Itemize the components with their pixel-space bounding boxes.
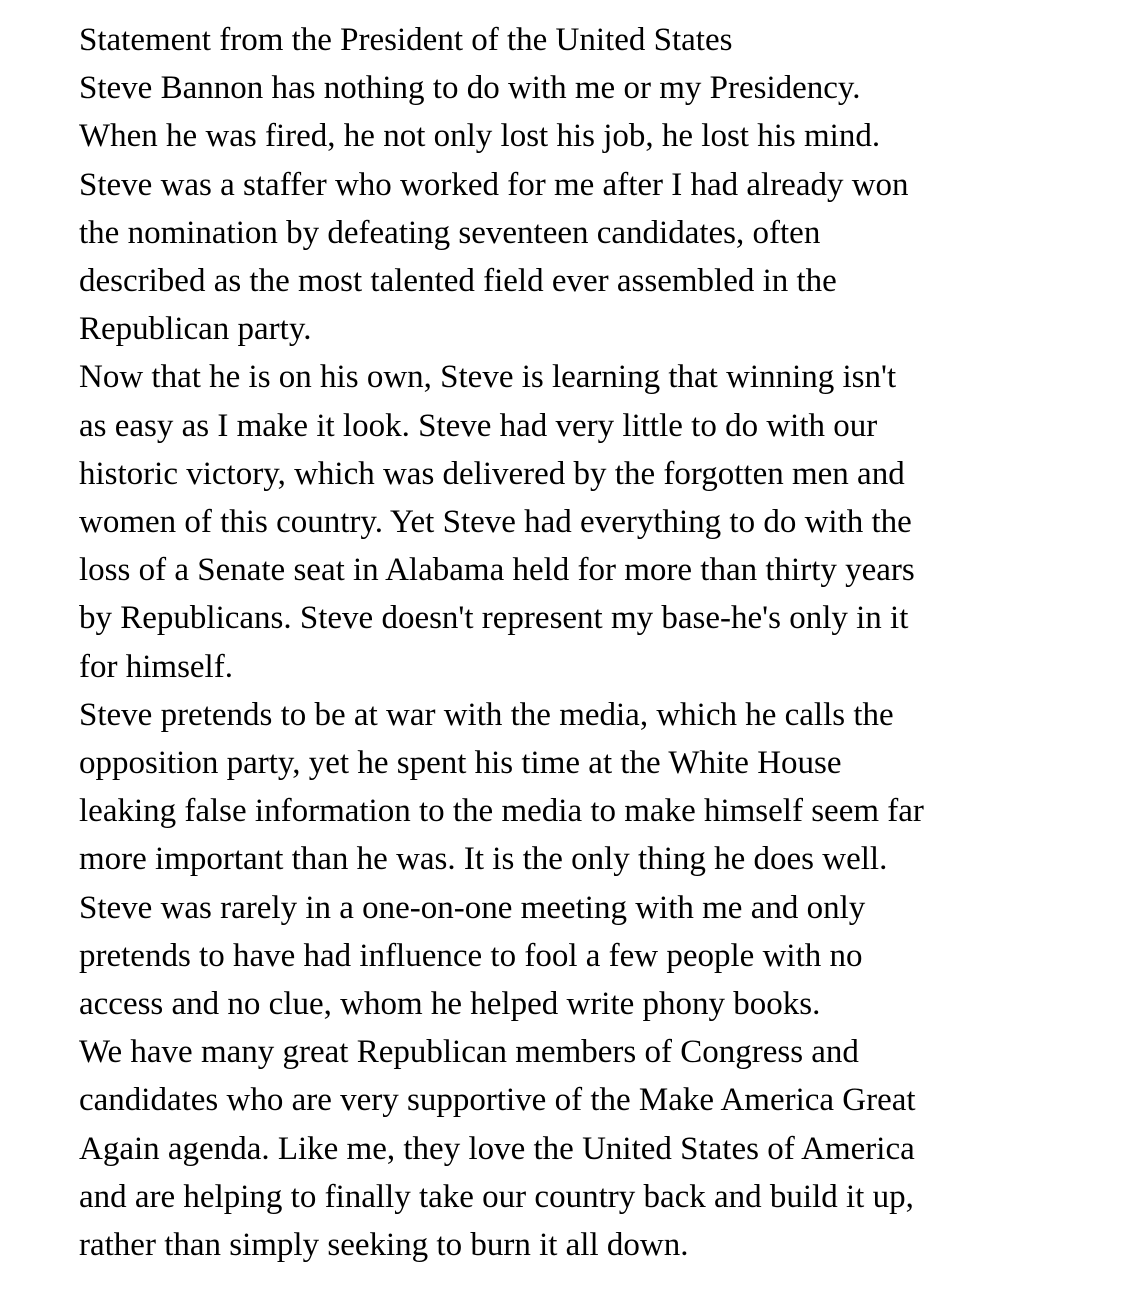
paragraph-line: women of this country. Yet Steve had everything to do with the	[79, 504, 912, 541]
paragraph-line: for himself.	[79, 648, 233, 685]
paragraph-line: opposition party, yet he spent his time at the White House	[79, 745, 842, 782]
statement-title: Statement from the President of the United States	[79, 22, 733, 58]
paragraph-line: candidates who are very supportive of the Make America Great	[79, 1082, 916, 1119]
paragraph-line: Republican party.	[79, 311, 312, 348]
paragraph-line: the nomination by defeating seventeen candidates, often	[79, 214, 821, 251]
paragraph-line: and are helping to finally take our country back and build it up,	[79, 1178, 914, 1215]
paragraph-line: Steve pretends to be at war with the media, which he calls the	[79, 696, 894, 733]
paragraph-line: Steve was rarely in a one-on-one meeting with me and only	[79, 889, 866, 926]
paragraph-line: more important than he was. It is the only thing he does well.	[79, 841, 888, 878]
paragraph-line: We have many great Republican members of Congress and	[79, 1034, 859, 1071]
paragraph-line: rather than simply seeking to burn it all down.	[79, 1227, 689, 1264]
paragraph-line: pretends to have had influence to fool a few people with no	[79, 937, 863, 974]
paragraph-line: access and no clue, whom he helped write phony books.	[79, 986, 821, 1023]
paragraph-line: described as the most talented field ever assembled in the	[79, 263, 837, 300]
paragraph-line: as easy as I make it look. Steve had very little to do with our	[79, 407, 878, 444]
paragraph-line: Now that he is on his own, Steve is learning that winning isn't	[79, 359, 897, 396]
paragraph-line: leaking false information to the media to make himself seem far	[79, 793, 924, 830]
paragraph-4	[79, 1028, 1109, 1269]
paragraph-line: Steve was a staffer who worked for me after I had already won	[79, 166, 909, 203]
paragraph-1	[79, 64, 1109, 353]
paragraph-line: historic victory, which was delivered by the forgotten men and	[79, 455, 905, 492]
paragraph-line: Again agenda. Like me, they love the United States of America	[79, 1130, 915, 1167]
paragraph-line: When he was fired, he not only lost his job, he lost his mind.	[79, 118, 881, 155]
paragraph-line: Steve Bannon has nothing to do with me or my Presidency.	[79, 70, 861, 107]
paragraph-3	[79, 691, 1109, 1028]
paragraph-2	[79, 353, 1109, 690]
paragraph-line: loss of a Senate seat in Alabama held for more than thirty years	[79, 552, 915, 589]
statement-document	[79, 16, 1109, 1269]
paragraph-line: by Republicans. Steve doesn't represent my base-he's only in it	[79, 600, 909, 637]
